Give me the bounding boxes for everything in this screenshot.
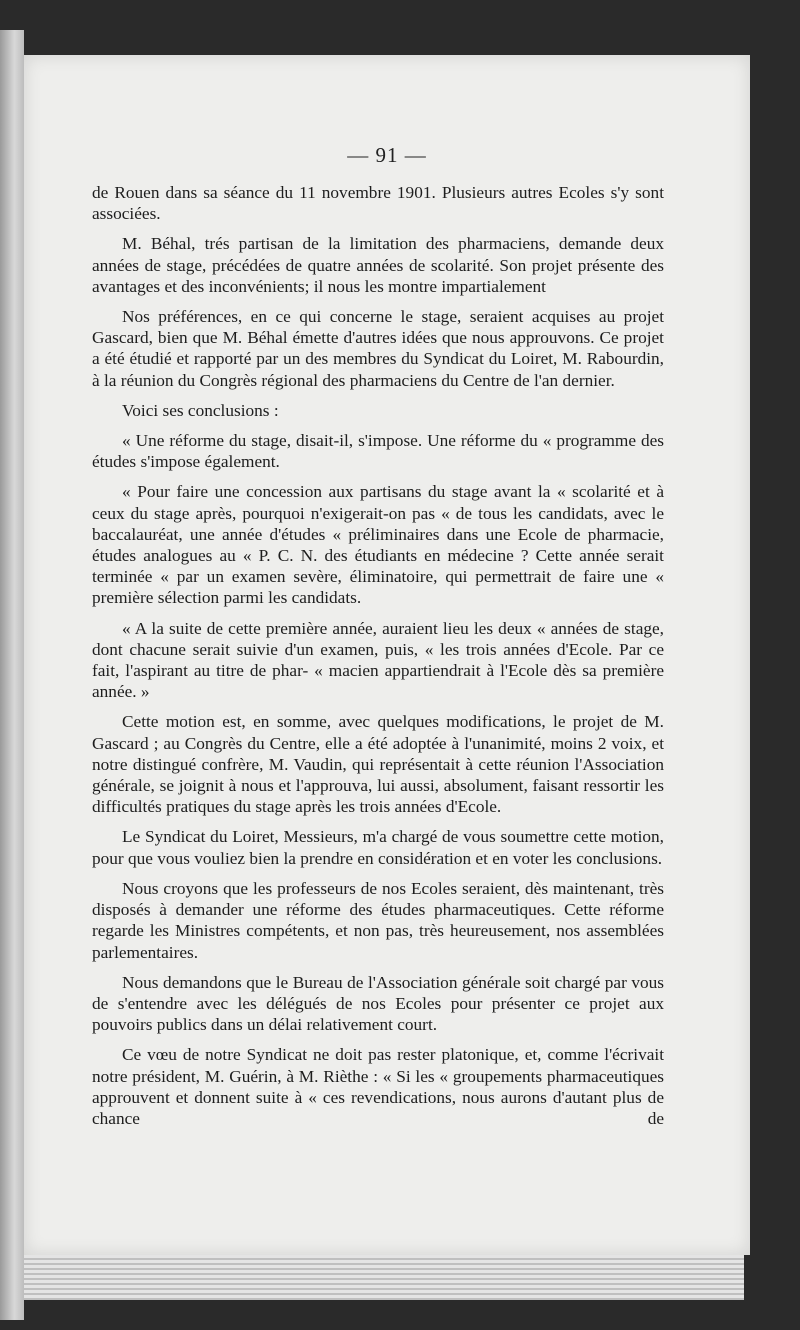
- paragraph: Nous croyons que les professeurs de nos Ecoles seraient, dès maintenant, très disposés à demander une réforme des études pharmaceutiques. Cette réforme regarde les Ministres compétents, et non pas, très heureusement, nos assemblées parlementaires.: [92, 878, 664, 962]
- paragraph: Nous demandons que le Bureau de l'Association générale soit chargé par vous de s'entendre avec les délégués de nos Ecoles pour présenter ce projet aux pouvoirs publics dans un délai relativement court.: [92, 972, 664, 1035]
- paragraph: Le Syndicat du Loiret, Messieurs, m'a chargé de vous soumettre cette motion, pour que vous vouliez bien la prendre en considération et en voter les conclusions.: [92, 827, 664, 868]
- paragraph: M. Béhal, trés partisan de la limitation des pharmaciens, demande deux années de stage, précédées de quatre années de scolarité. Son projet présente des avantages et des inconvénients; il nous les montre impartialement: [92, 234, 664, 296]
- paragraph: Ce vœu de notre Syndicat ne doit pas rester platonique, et, comme l'écrivait notre président, M. Guérin, à M. Rièthe : « Si les « groupements pharmaceutiques approuvent et donnent suite à « ces revendications, nous aurons d'autant plus de chance de: [92, 1045, 664, 1128]
- paragraph: Nos préférences, en ce qui concerne le stage, seraient acquises au projet Gascard, bien que M. Béhal émette d'autres idées que nous approuvons. Ce projet a été étudié et rapporté par un des membres du Syndicat du Loiret, M. Rabourdin, à la réunion du Congrès régional des pharmaciens du Centre de l'an dernier.: [92, 307, 664, 390]
- quoted-paragraph: « A la suite de cette première année, auraient lieu les deux « années de stage, dont chacune serait suivie d'un examen, puis, « les trois années d'Ecole. Par ce fait, l'aspirant au titre de phar- « macien appartiendrait à l'Ecole dès sa première année. »: [92, 618, 664, 702]
- underlying-pages: [24, 1255, 744, 1300]
- quoted-paragraph: « Pour faire une concession aux partisans du stage avant la « scolarité et à ceux du stage après, pourquoi n'exigerait-on pas « de tous les candidats, avec le baccalauréat, une année d'études « préliminaires dans une Ecole de pharmacie, études analogues au « P. C. N. des étudiants en médecine ? Cette année serait terminée « par un examen sevère, éliminatoire, qui permettrait de faire une « première sélection parmi les candidats.: [92, 482, 664, 608]
- page-body-text: [92, 182, 664, 1129]
- paragraph: Voici ses conclusions :: [122, 400, 279, 420]
- page-number: — 91 —: [347, 143, 427, 167]
- book-spine-edge: [0, 30, 24, 1320]
- paragraph: de Rouen dans sa séance du 11 novembre 1901. Plusieurs autres Ecoles s'y sont associées.: [92, 183, 664, 224]
- paragraph: Cette motion est, en somme, avec quelques modifications, le projet de M. Gascard ; au Congrès du Centre, elle a été adoptée à l'unanimité, moins 2 voix, et notre distingué confrère, M. Vaudin, qui représentait à cette réunion l'Association générale, se joignit à nous et l'approuva, lui aussi, absolument, faisant ressortir les difficultés pratiques du stage après les trois années d'Ecole.: [92, 712, 664, 817]
- quoted-paragraph: « Une réforme du stage, disait-il, s'impose. Une réforme du « programme des études s'impose également.: [92, 431, 664, 472]
- book-page: [24, 55, 750, 1255]
